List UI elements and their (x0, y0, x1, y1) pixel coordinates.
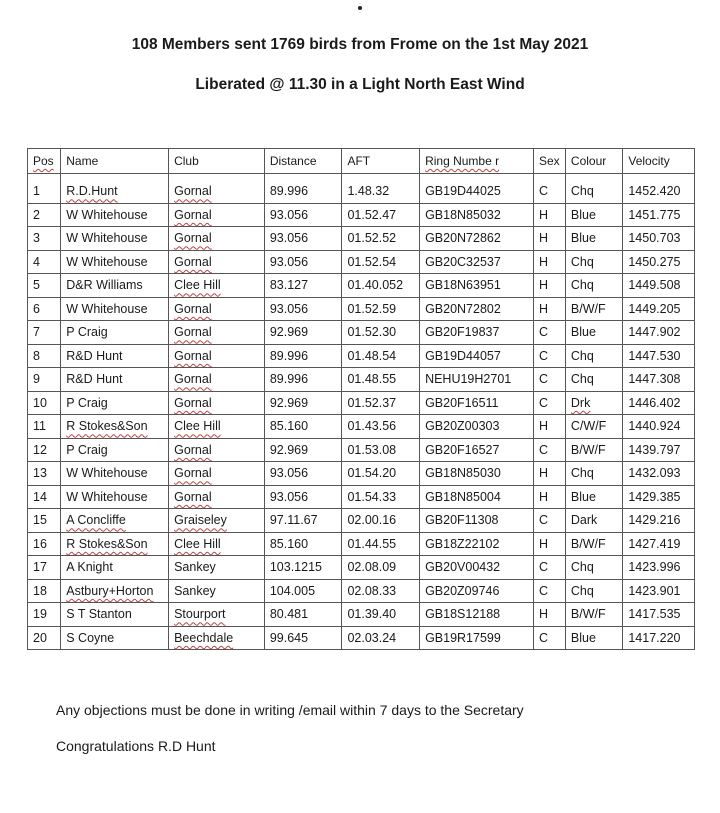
cell-colour: Chq (565, 556, 622, 580)
cell-distance: 89.996 (264, 368, 342, 392)
cell-distance: 85.160 (264, 532, 342, 556)
cell-aft: 01.44.55 (342, 532, 420, 556)
table-row (28, 391, 695, 415)
cell-position: 2 (28, 203, 61, 227)
cell-club: Beechdale (169, 626, 265, 650)
cell-ring-number: GB20C32537 (420, 250, 534, 274)
cell-club: Clee Hill (169, 532, 265, 556)
cell-ring-number: GB18N85004 (420, 485, 534, 509)
header-aft: AFT (342, 149, 420, 174)
cell-position: 6 (28, 297, 61, 321)
cell-sex: H (533, 485, 565, 509)
cell-velocity: 1423.901 (623, 579, 695, 603)
cell-name: A Knight (61, 556, 169, 580)
header-ring-number: Ring Numbe r (420, 149, 534, 174)
cell-aft: 02.08.09 (342, 556, 420, 580)
cell-name: S T Stanton (61, 603, 169, 627)
cell-colour: Chq (565, 174, 622, 204)
header-sex: Sex (533, 149, 565, 174)
cell-sex: C (533, 391, 565, 415)
cell-club: Gornal (169, 368, 265, 392)
cell-ring-number: GB20F16511 (420, 391, 534, 415)
cell-club: Gornal (169, 438, 265, 462)
cell-distance: 93.056 (264, 227, 342, 251)
table-row (28, 626, 695, 650)
table-row (28, 556, 695, 580)
cell-aft: 01.52.37 (342, 391, 420, 415)
cell-position: 1 (28, 174, 61, 204)
cell-club: Gornal (169, 462, 265, 486)
cell-aft: 01.48.55 (342, 368, 420, 392)
table-row (28, 462, 695, 486)
cell-aft: 01.52.52 (342, 227, 420, 251)
cell-position: 15 (28, 509, 61, 533)
cell-name: W Whitehouse (61, 250, 169, 274)
cell-name: P Craig (61, 391, 169, 415)
cell-velocity: 1447.530 (623, 344, 695, 368)
cell-aft: 02.03.24 (342, 626, 420, 650)
liberation-subtitle: Liberated @ 11.30 in a Light North East Wind (195, 76, 525, 93)
cell-club: Graiseley (169, 509, 265, 533)
cell-ring-number: GB20N72802 (420, 297, 534, 321)
cell-ring-number: GB18Z22102 (420, 532, 534, 556)
cell-club: Sankey (169, 579, 265, 603)
cell-position: 18 (28, 579, 61, 603)
cell-distance: 92.969 (264, 438, 342, 462)
cell-name: W Whitehouse (61, 227, 169, 251)
cell-colour: B/W/F (565, 603, 622, 627)
table-row (28, 603, 695, 627)
stray-dot (358, 6, 362, 10)
cell-ring-number: GB18S12188 (420, 603, 534, 627)
cell-distance: 103.1215 (264, 556, 342, 580)
cell-sex: H (533, 274, 565, 298)
cell-velocity: 1450.275 (623, 250, 695, 274)
cell-position: 9 (28, 368, 61, 392)
cell-ring-number: GB20Z09746 (420, 579, 534, 603)
table-row (28, 509, 695, 533)
cell-aft: 01.48.54 (342, 344, 420, 368)
table-row (28, 250, 695, 274)
race-summary-title: 108 Members sent 1769 birds from Frome on the 1st May 2021 (131, 36, 589, 53)
cell-colour: Blue (565, 203, 622, 227)
cell-velocity: 1452.420 (623, 174, 695, 204)
cell-velocity: 1449.205 (623, 297, 695, 321)
cell-distance: 92.969 (264, 391, 342, 415)
cell-club: Clee Hill (169, 415, 265, 439)
table-row (28, 344, 695, 368)
cell-distance: 93.056 (264, 250, 342, 274)
cell-sex: H (533, 203, 565, 227)
cell-name: R.D.Hunt (61, 174, 169, 204)
cell-colour: Dark (565, 509, 622, 533)
cell-distance: 97.11.67 (264, 509, 342, 533)
results-table (27, 148, 695, 650)
header-position: Pos (28, 149, 61, 174)
cell-ring-number: GB20F19837 (420, 321, 534, 345)
cell-aft: 01.40.052 (342, 274, 420, 298)
cell-aft: 01.54.33 (342, 485, 420, 509)
cell-velocity: 1429.385 (623, 485, 695, 509)
cell-sex: H (533, 227, 565, 251)
table-row (28, 579, 695, 603)
cell-club: Gornal (169, 174, 265, 204)
cell-distance: 93.056 (264, 203, 342, 227)
cell-distance: 83.127 (264, 274, 342, 298)
cell-velocity: 1429.216 (623, 509, 695, 533)
cell-name: S Coyne (61, 626, 169, 650)
cell-colour: Drk (565, 391, 622, 415)
cell-colour: Chq (565, 274, 622, 298)
cell-velocity: 1432.093 (623, 462, 695, 486)
cell-sex: C (533, 368, 565, 392)
cell-distance: 93.056 (264, 297, 342, 321)
cell-distance: 89.996 (264, 344, 342, 368)
cell-velocity: 1447.308 (623, 368, 695, 392)
cell-aft: 01.52.30 (342, 321, 420, 345)
cell-ring-number: GB20F11308 (420, 509, 534, 533)
cell-position: 12 (28, 438, 61, 462)
table-row (28, 227, 695, 251)
cell-club: Gornal (169, 344, 265, 368)
cell-name: A Concliffe (61, 509, 169, 533)
cell-velocity: 1440.924 (623, 415, 695, 439)
cell-velocity: 1417.220 (623, 626, 695, 650)
cell-velocity: 1450.703 (623, 227, 695, 251)
table-row (28, 368, 695, 392)
cell-sex: C (533, 344, 565, 368)
cell-name: W Whitehouse (61, 297, 169, 321)
cell-position: 13 (28, 462, 61, 486)
cell-aft: 01.54.20 (342, 462, 420, 486)
table-row (28, 174, 695, 204)
cell-aft: 01.53.08 (342, 438, 420, 462)
header-colour: Colour (565, 149, 622, 174)
cell-club: Gornal (169, 485, 265, 509)
cell-position: 10 (28, 391, 61, 415)
cell-colour: C/W/F (565, 415, 622, 439)
cell-colour: Blue (565, 321, 622, 345)
cell-colour: Blue (565, 227, 622, 251)
cell-ring-number: GB20N72862 (420, 227, 534, 251)
cell-sex: H (533, 532, 565, 556)
cell-club: Gornal (169, 321, 265, 345)
cell-velocity: 1423.996 (623, 556, 695, 580)
table-row (28, 532, 695, 556)
cell-sex: H (533, 603, 565, 627)
cell-aft: 01.39.40 (342, 603, 420, 627)
cell-aft: 01.43.56 (342, 415, 420, 439)
cell-sex: C (533, 579, 565, 603)
cell-aft: 01.52.59 (342, 297, 420, 321)
cell-name: R&D Hunt (61, 368, 169, 392)
cell-velocity: 1446.402 (623, 391, 695, 415)
table-row (28, 321, 695, 345)
table-row (28, 485, 695, 509)
cell-name: R Stokes&Son (61, 415, 169, 439)
cell-position: 17 (28, 556, 61, 580)
table-row (28, 274, 695, 298)
cell-position: 3 (28, 227, 61, 251)
cell-name: W Whitehouse (61, 485, 169, 509)
cell-ring-number: NEHU19H2701 (420, 368, 534, 392)
cell-sex: C (533, 626, 565, 650)
cell-ring-number: GB18N85030 (420, 462, 534, 486)
cell-position: 11 (28, 415, 61, 439)
cell-name: D&R Williams (61, 274, 169, 298)
cell-velocity: 1417.535 (623, 603, 695, 627)
table-row (28, 415, 695, 439)
cell-club: Gornal (169, 391, 265, 415)
cell-club: Clee Hill (169, 274, 265, 298)
cell-aft: 02.00.16 (342, 509, 420, 533)
cell-ring-number: GB18N63951 (420, 274, 534, 298)
cell-aft: 01.52.54 (342, 250, 420, 274)
cell-colour: Chq (565, 344, 622, 368)
cell-name: P Craig (61, 321, 169, 345)
cell-velocity: 1427.419 (623, 532, 695, 556)
cell-name: R Stokes&Son (61, 532, 169, 556)
cell-colour: B/W/F (565, 297, 622, 321)
cell-position: 4 (28, 250, 61, 274)
cell-velocity: 1447.902 (623, 321, 695, 345)
cell-sex: C (533, 438, 565, 462)
cell-velocity: 1439.797 (623, 438, 695, 462)
cell-sex: C (533, 174, 565, 204)
cell-aft: 02.08.33 (342, 579, 420, 603)
cell-aft: 1.48.32 (342, 174, 420, 204)
cell-colour: B/W/F (565, 532, 622, 556)
cell-ring-number: GB18N85032 (420, 203, 534, 227)
cell-distance: 93.056 (264, 462, 342, 486)
cell-colour: Chq (565, 462, 622, 486)
cell-aft: 01.52.47 (342, 203, 420, 227)
cell-sex: C (533, 321, 565, 345)
cell-sex: H (533, 415, 565, 439)
cell-colour: B/W/F (565, 438, 622, 462)
cell-name: Astbury+Horton (61, 579, 169, 603)
cell-colour: Chq (565, 250, 622, 274)
cell-club: Gornal (169, 203, 265, 227)
cell-velocity: 1449.508 (623, 274, 695, 298)
cell-name: W Whitehouse (61, 203, 169, 227)
cell-sex: C (533, 509, 565, 533)
cell-position: 19 (28, 603, 61, 627)
cell-sex: H (533, 462, 565, 486)
cell-ring-number: GB20F16527 (420, 438, 534, 462)
cell-name: P Craig (61, 438, 169, 462)
cell-position: 16 (28, 532, 61, 556)
cell-distance: 89.996 (264, 174, 342, 204)
cell-distance: 92.969 (264, 321, 342, 345)
header-club: Club (169, 149, 265, 174)
cell-club: Gornal (169, 227, 265, 251)
cell-club: Stourport (169, 603, 265, 627)
cell-distance: 85.160 (264, 415, 342, 439)
cell-velocity: 1451.775 (623, 203, 695, 227)
cell-ring-number: GB20V00432 (420, 556, 534, 580)
cell-sex: H (533, 250, 565, 274)
cell-position: 20 (28, 626, 61, 650)
cell-distance: 80.481 (264, 603, 342, 627)
table-row (28, 297, 695, 321)
cell-sex: H (533, 297, 565, 321)
congratulations-note: Congratulations R.D Hunt (56, 738, 216, 754)
cell-colour: Chq (565, 368, 622, 392)
table-row (28, 438, 695, 462)
cell-distance: 93.056 (264, 485, 342, 509)
cell-ring-number: GB19D44057 (420, 344, 534, 368)
table-header-row (28, 149, 695, 174)
cell-position: 14 (28, 485, 61, 509)
cell-position: 7 (28, 321, 61, 345)
cell-ring-number: GB19R17599 (420, 626, 534, 650)
cell-club: Gornal (169, 297, 265, 321)
cell-ring-number: GB19D44025 (420, 174, 534, 204)
cell-position: 5 (28, 274, 61, 298)
cell-ring-number: GB20Z00303 (420, 415, 534, 439)
cell-distance: 104.005 (264, 579, 342, 603)
cell-name: W Whitehouse (61, 462, 169, 486)
cell-colour: Blue (565, 626, 622, 650)
header-velocity: Velocity (623, 149, 695, 174)
table-row (28, 203, 695, 227)
cell-colour: Blue (565, 485, 622, 509)
cell-club: Sankey (169, 556, 265, 580)
cell-position: 8 (28, 344, 61, 368)
header-distance: Distance (264, 149, 342, 174)
cell-colour: Chq (565, 579, 622, 603)
cell-club: Gornal (169, 250, 265, 274)
cell-distance: 99.645 (264, 626, 342, 650)
cell-sex: C (533, 556, 565, 580)
cell-name: R&D Hunt (61, 344, 169, 368)
objections-note: Any objections must be done in writing /email within 7 days to the Secretary (56, 702, 524, 718)
header-name: Name (61, 149, 169, 174)
